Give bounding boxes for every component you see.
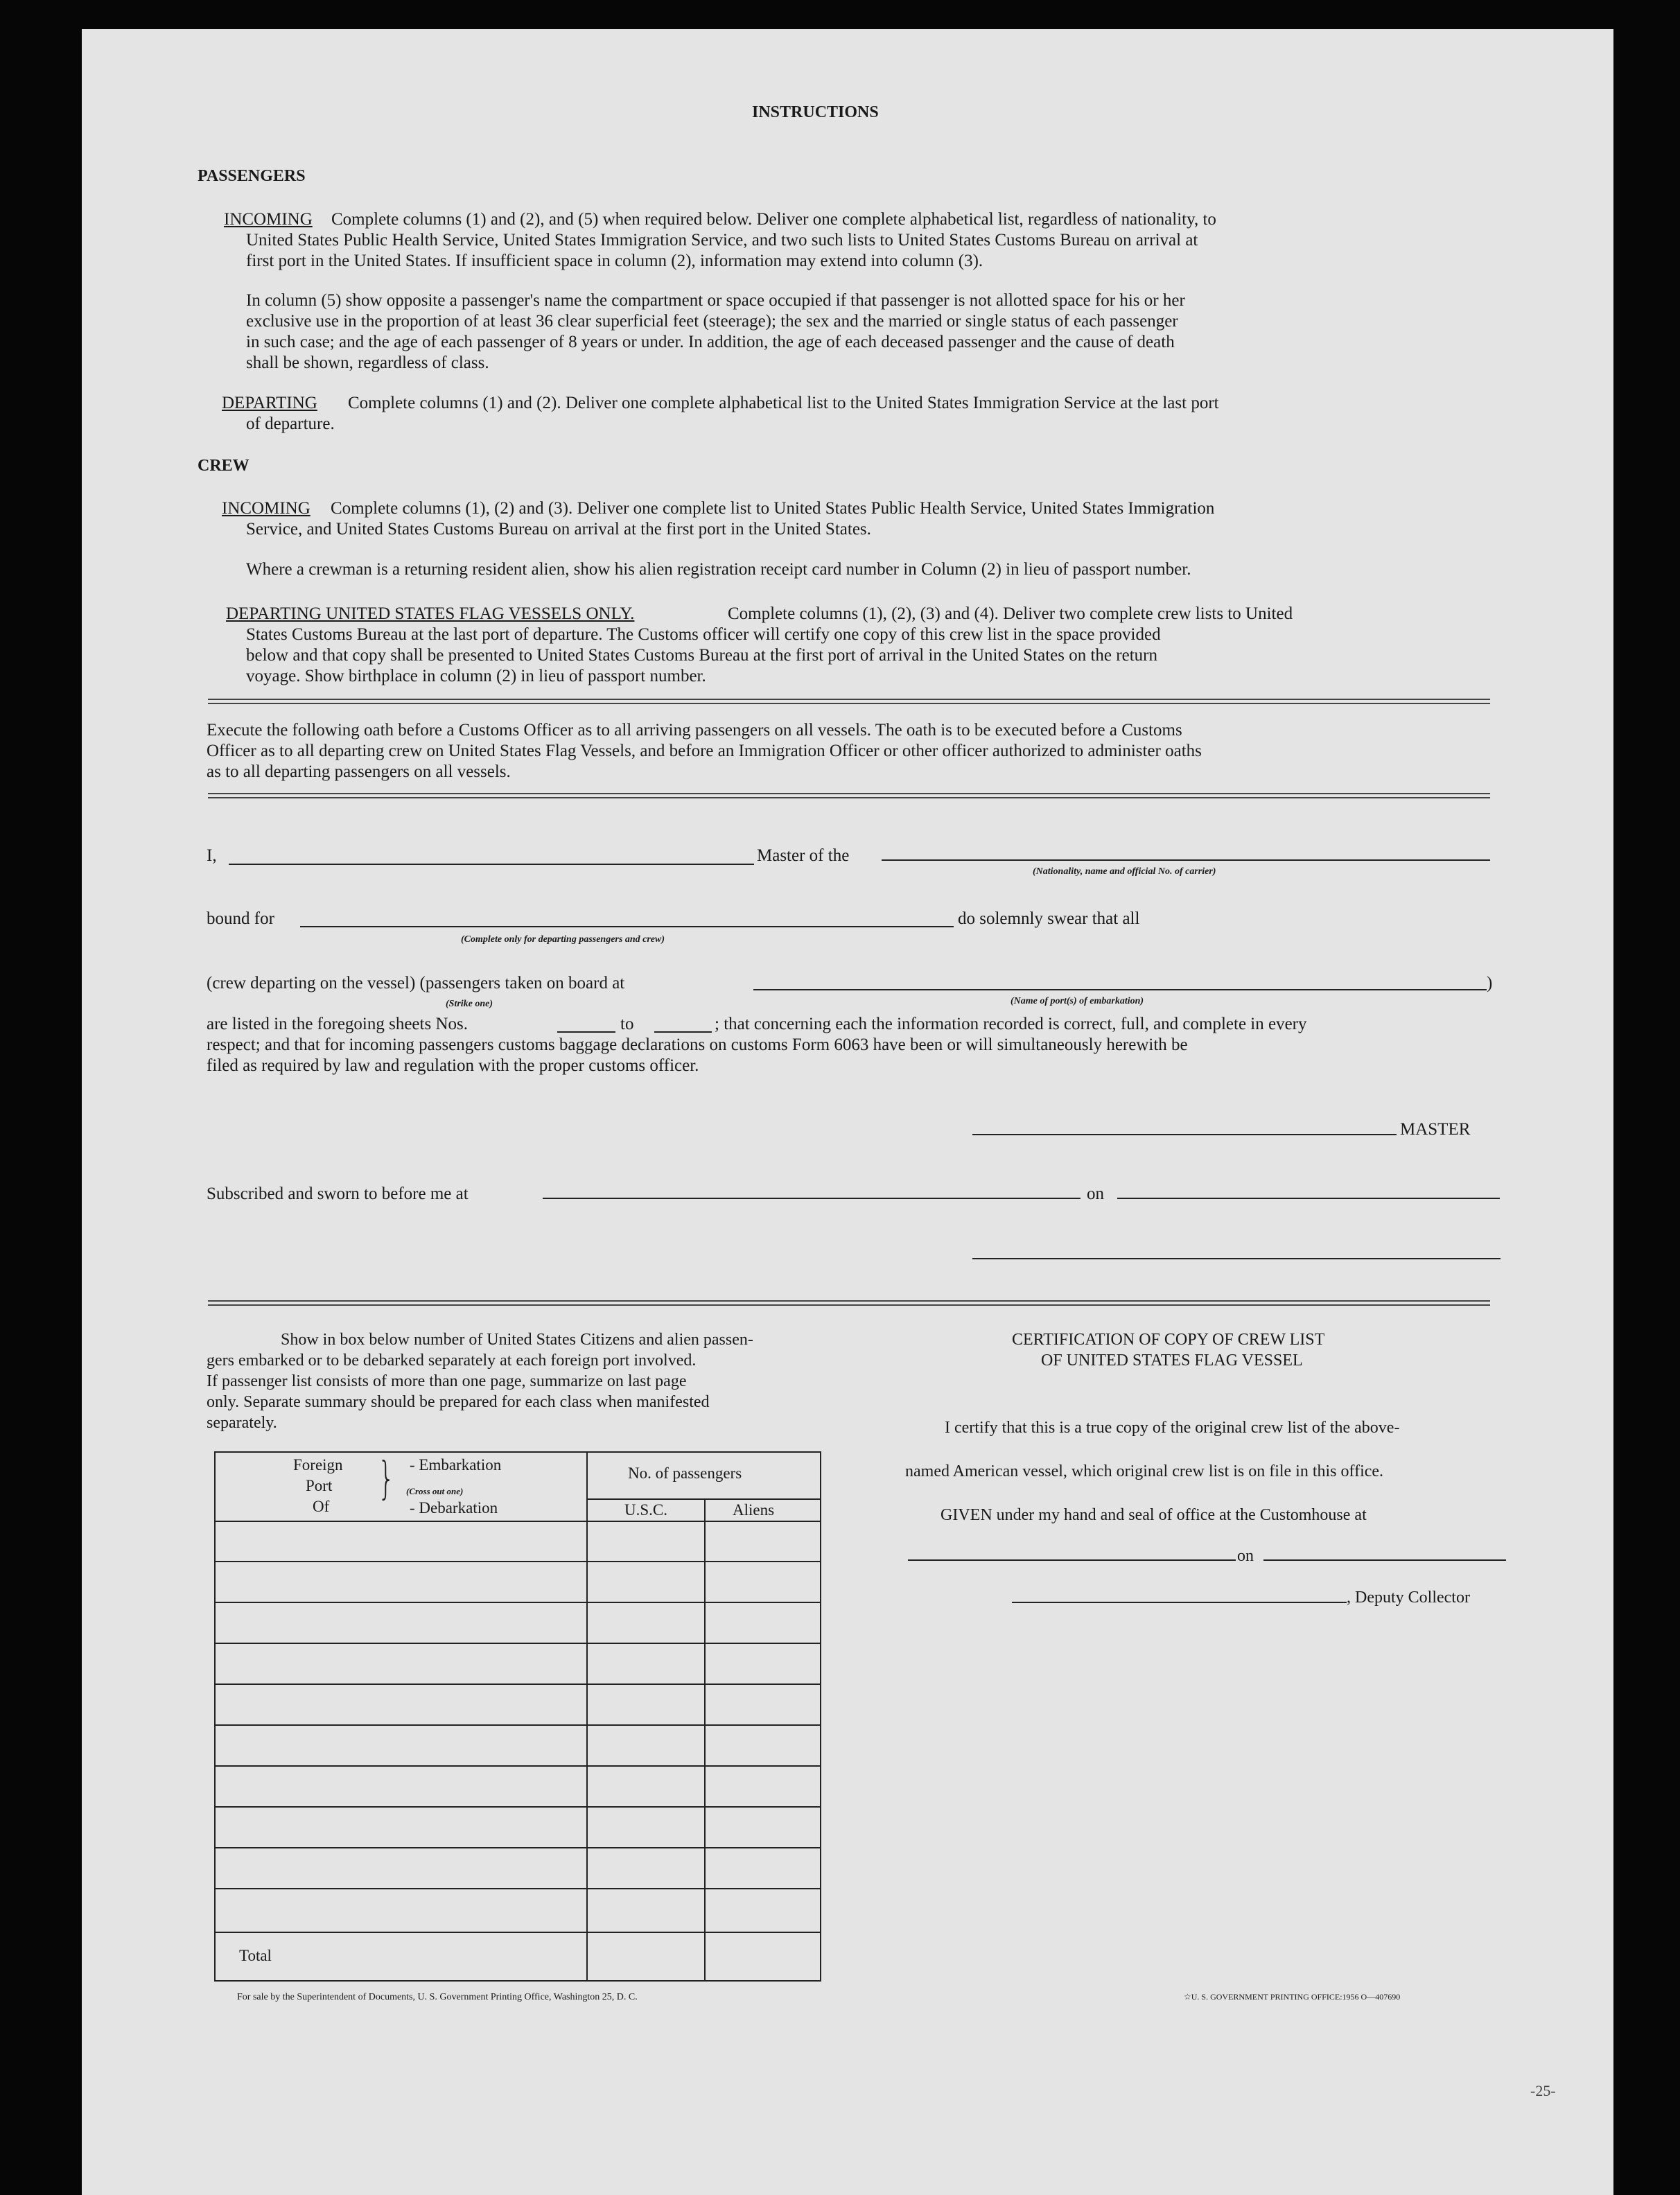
master-signature-field[interactable] — [972, 1134, 1397, 1135]
cert-title-line-2: OF UNITED STATES FLAG VESSEL — [1041, 1352, 1303, 1370]
col-foreign: Foreign — [293, 1456, 343, 1473]
table-row[interactable] — [216, 1724, 820, 1726]
cert-on-label: on — [1237, 1547, 1254, 1565]
section-divider — [208, 1300, 1490, 1306]
table-row[interactable] — [216, 1602, 820, 1603]
crew-departing-label: DEPARTING UNITED STATES FLAG VESSELS ONLY. — [226, 604, 635, 623]
table-row[interactable] — [216, 1932, 820, 1933]
summary-intro-line-2: gers embarked or to be debarked separately at each foreign port involved. — [207, 1352, 697, 1370]
column5-line-1: In column (5) show opposite a passenger's name the compartment or space occupied if that passenger is not allotted space for his or her — [246, 291, 1185, 310]
col-aliens: Aliens — [733, 1501, 775, 1519]
listed-prefix: are listed in the foregoing sheets Nos. — [207, 1015, 468, 1033]
bound-for-field[interactable] — [300, 926, 954, 927]
swear-text: do solemnly swear that all — [958, 909, 1140, 928]
table-row[interactable] — [216, 1806, 820, 1808]
passengers-incoming-label: INCOMING — [224, 210, 313, 229]
col-usc: U.S.C. — [624, 1501, 667, 1519]
footer-gpo: ☆U. S. GOVERNMENT PRINTING OFFICE:1956 O—407690 — [1184, 1992, 1401, 2002]
cert-date-field[interactable] — [1263, 1559, 1506, 1561]
oath-intro-line-1: Execute the following oath before a Customs Officer as to all arriving passengers on all vessels. The oath is to be executed before a Customs — [207, 721, 1182, 740]
page-number: -25- — [1530, 2082, 1556, 2099]
crew-heading: CREW — [198, 457, 250, 475]
crew-departing-line-3: below and that copy shall be presented to United States Customs Bureau at the first port of arrival in the United States on the return — [246, 646, 1157, 665]
crew-incoming-line-1: Complete columns (1), (2) and (3). Deliver one complete list to United States Public Health Service, United States Immigration — [331, 499, 1215, 518]
summary-intro-line-4: only. Separate summary should be prepared for each class when manifested — [207, 1393, 710, 1411]
passengers-incoming-line-1: Complete columns (1) and (2), and (5) when required below. Deliver one complete alphabetical list, regardless of nationality, to — [331, 210, 1216, 229]
section-divider — [208, 793, 1490, 798]
master-name-field[interactable] — [229, 864, 754, 865]
sworn-at-field[interactable] — [543, 1198, 1080, 1199]
sheet-from-field[interactable] — [557, 1031, 615, 1033]
table-row[interactable] — [216, 1684, 820, 1685]
filed-line: filed as required by law and regulation with the proper customs officer. — [207, 1056, 699, 1075]
passengers-departing-line-1: Complete columns (1) and (2). Deliver one complete alphabetical list to the United States Immigration Service at the last port — [348, 394, 1219, 412]
customhouse-field[interactable] — [908, 1559, 1236, 1561]
passenger-summary-table — [214, 1451, 821, 1982]
carrier-caption: (Nationality, name and official No. of carrier) — [1033, 866, 1216, 877]
col-no-passengers: No. of passengers — [628, 1464, 742, 1482]
ports-caption: (Name of port(s) of embarkation) — [1010, 996, 1144, 1006]
col-of: Of — [313, 1498, 330, 1515]
table-row[interactable] — [216, 1643, 820, 1644]
col-debarkation: - Debarkation — [410, 1499, 498, 1516]
oath-i-label: I, — [207, 846, 217, 865]
summary-intro-line-1: Show in box below number of United States Citizens and alien passen- — [281, 1331, 753, 1349]
column5-line-3: in such case; and the age of each passenger of 8 years or under. In addition, the age of each deceased passenger and the cause of death — [246, 333, 1175, 351]
section-divider — [208, 699, 1490, 704]
crew-incoming-label: INCOMING — [222, 499, 310, 518]
cert-line-2: named American vessel, which original crew list is on file in this office. — [905, 1462, 1384, 1480]
col-port: Port — [306, 1477, 333, 1494]
listed-suffix: ; that concerning each the information recorded is correct, full, and complete in every — [715, 1015, 1307, 1033]
cert-given-line: GIVEN under my hand and seal of office at the Customhouse at — [940, 1506, 1367, 1524]
crew-departing-line-4: voyage. Show birthplace in column (2) in lieu of passport number. — [246, 667, 706, 685]
column5-line-4: shall be shown, regardless of class. — [246, 353, 489, 372]
summary-intro-line-3: If passenger list consists of more than one page, summarize on last page — [207, 1372, 687, 1390]
oath-intro-line-2: Officer as to all departing crew on United States Flag Vessels, and before an Immigration Officer or other officer authorized to administer oaths — [207, 742, 1202, 760]
table-row[interactable] — [216, 1765, 820, 1767]
passengers-heading: PASSENGERS — [198, 167, 306, 185]
table-row[interactable] — [216, 1888, 820, 1889]
sworn-date-field[interactable] — [1117, 1198, 1500, 1199]
crew-passengers-text: (crew departing on the vessel) (passengers taken on board at — [207, 974, 625, 992]
footer-sale: For sale by the Superintendent of Documents, U. S. Government Printing Office, Washington 25, D. C. — [237, 1992, 638, 2002]
close-paren: ) — [1487, 974, 1493, 992]
passengers-incoming-line-2: United States Public Health Service, United States Immigration Service, and two such lists to United States Customs Bureau on arrival at — [246, 231, 1198, 250]
cert-line-1: I certify that this is a true copy of the original crew list of the above- — [945, 1419, 1400, 1437]
col-embarkation: - Embarkation — [410, 1456, 502, 1473]
officer-signature-field[interactable] — [972, 1258, 1500, 1259]
passengers-incoming-line-3: first port in the United States. If insufficient space in column (2), information may extend into column (3). — [246, 252, 983, 270]
deputy-collector-label: , Deputy Collector — [1347, 1589, 1470, 1607]
strike-caption: (Strike one) — [446, 999, 493, 1009]
crew-incoming-line-2: Service, and United States Customs Bureau on arrival at the first port in the United States. — [246, 520, 871, 539]
master-label: MASTER — [1400, 1120, 1471, 1139]
sheet-to-field[interactable] — [654, 1031, 712, 1033]
total-label: Total — [239, 1947, 272, 1964]
respect-line: respect; and that for incoming passengers customs baggage declarations on customs Form 6063 have been or will simultaneously herewith be — [207, 1035, 1188, 1054]
listed-to: to — [620, 1015, 634, 1033]
crew-resident-line: Where a crewman is a returning resident alien, show his alien registration receipt card number in Column (2) in lieu of passport number. — [246, 560, 1191, 579]
col-cross-out: (Cross out one) — [406, 1486, 464, 1496]
sworn-on-label: on — [1087, 1184, 1104, 1203]
summary-intro-line-5: separately. — [207, 1414, 277, 1432]
bound-for-label: bound for — [207, 909, 274, 928]
column5-line-2: exclusive use in the proportion of at least 36 clear superficial feet (steerage); the sex and the married or single status of each passenger — [246, 312, 1178, 331]
cert-title-line-1: CERTIFICATION OF COPY OF CREW LIST — [1012, 1331, 1325, 1349]
table-row[interactable] — [216, 1561, 820, 1562]
table-row[interactable] — [216, 1847, 820, 1848]
instructions-title: INSTRUCTIONS — [752, 103, 879, 121]
crew-departing-line-1: Complete columns (1), (2), (3) and (4). Deliver two complete crew lists to United — [728, 604, 1293, 623]
passengers-departing-line-2: of departure. — [246, 414, 335, 433]
subscribed-label: Subscribed and sworn to before me at — [207, 1184, 469, 1203]
oath-intro-line-3: as to all departing passengers on all vessels. — [207, 762, 511, 781]
crew-departing-line-2: States Customs Bureau at the last port of departure. The Customs officer will certify one copy of this crew list in the space provided — [246, 625, 1161, 644]
deputy-signature-field[interactable] — [1012, 1602, 1347, 1603]
brace-icon: } — [378, 1453, 395, 1505]
bound-for-caption: (Complete only for departing passengers and crew) — [461, 934, 665, 945]
master-of-the-label: Master of the — [757, 846, 850, 865]
passengers-departing-label: DEPARTING — [222, 394, 317, 412]
